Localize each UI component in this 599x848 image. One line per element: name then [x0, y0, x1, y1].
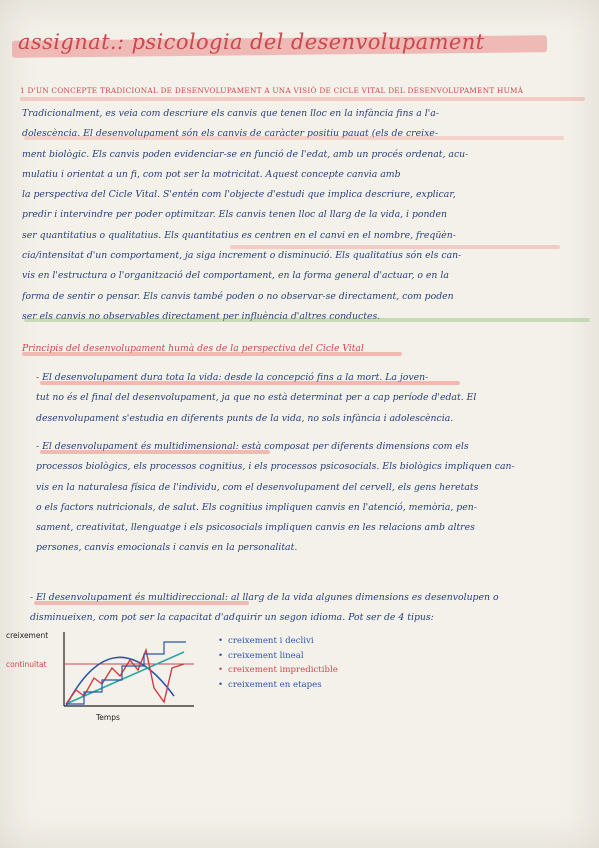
principle-3: [30, 588, 592, 629]
legend-item: • creixement lineal: [218, 650, 304, 661]
legend-item: • creixement en etapes: [218, 679, 322, 690]
y-axis-label: creixement: [6, 631, 49, 640]
heading-underline: [22, 352, 402, 356]
highlight-stroke: [24, 136, 564, 140]
legend-item: • creixement i declivi: [218, 636, 314, 646]
highlight-stroke: [40, 450, 270, 454]
page-title: assignat.: psicologia del desenvolupament: [18, 30, 485, 54]
text-line: mulatiu i orientat a un fi, com pot ser la motricitat. Aquest concepte canvia amb: [22, 168, 401, 180]
principles-heading: Principis del desenvolupament humà des de la perspectiva del Cicle Vital: [22, 343, 364, 354]
text-line: disminueixen, com pot ser la capacitat d'adquirir un segon idioma. Pot ser de 4 tipus:: [30, 612, 434, 624]
text-line: Tradicionalment, es veia com descriure els canvis que tenen lloc en la infància fins a l'a-: [22, 108, 439, 119]
principle-1: [36, 368, 591, 429]
text-line: vis en la naturalesa física de l'individu, com el desenvolupament del cervell, els gens heretats: [36, 481, 479, 493]
text-line: dolescència. El desenvolupament són els canvis de caràcter positiu pauat (els de creixe-: [22, 128, 438, 140]
text-line: - El desenvolupament dura tota la vida: desde la concepció fins a la mort. La joven-: [36, 372, 429, 383]
text-line: cia/intensitat d'un comportament, ja siga increment o disminució. Els qualitatius són els can-: [22, 250, 462, 262]
text-line: la perspectiva del Cicle Vital. S'entén com l'objecte d'estudi que implica descriure, explicar,: [22, 189, 456, 201]
text-line: vis en l'estructura o l'organització del comportament, en la forma general d'actuar, o en la: [22, 270, 449, 282]
text-line: tut no és el final del desenvolupament, ja que no està determinat per a cap període d'edat. El: [36, 392, 477, 404]
section-divider: [24, 318, 590, 322]
growth-types-sketch: [4, 624, 204, 724]
text-line: sament, creativitat, llenguatge i els psicosocials impliquen canvis en les relacions amb altres: [36, 522, 475, 534]
text-line: ser els canvis no observables directament per influència d'altres conductes.: [22, 310, 381, 322]
text-line: ment biològic. Els canvis poden evidenciar-se en funció de l'edat, amb un procés ordenat, acu-: [22, 148, 469, 160]
highlight-stroke: [230, 245, 560, 249]
text-line: - El desenvolupament és multidireccional: al llarg de la vida algunes dimensions es desenvolupen o: [30, 592, 499, 603]
text-line: o els factors nutricionals, de salut. Els cognitius impliquen canvis en l'atenció, memòria, pen-: [36, 501, 477, 513]
text-line: persones, canvis emocionals i canvis en la personalitat.: [36, 542, 298, 554]
text-line: desenvolupament s'estudia en diferents punts de la vida, no sols infància i adolescència.: [36, 412, 454, 424]
stages-growth-line: [66, 642, 186, 704]
section-heading: 1 D'UN CONCEPTE TRADICIONAL DE DESENVOLUPAMENT A UNA VISIÓ DE CICLE VITAL DEL DESENVOLUPAMENT HUMÀ: [20, 86, 524, 95]
text-line: predir i intervindre per poder optimitzar. Els canvis tenen lloc al llarg de la vida, i ponden: [22, 209, 447, 221]
increase-decrease-curve: [66, 657, 174, 706]
heading-underline: [20, 97, 585, 101]
text-line: processos biològics, els processos cognitius, i els processos psicosocials. Els biològics impliquen can-: [36, 461, 515, 473]
highlight-stroke: [40, 381, 460, 385]
growth-legend: [218, 634, 338, 692]
text-line: ser quantitatius o qualitatius. Els quantitatius es centren en el canvi en el nombre, freqüèn-: [22, 229, 456, 241]
text-line: - El desenvolupament és multidimensional: està composat per diferents dimensions com els: [36, 441, 469, 452]
highlight-stroke: [34, 601, 249, 605]
x-axis-label: Temps: [96, 713, 120, 722]
text-line: forma de sentir o pensar. Els canvis també poden o no observar-se directament, com poden: [22, 290, 454, 302]
principle-2: [36, 437, 591, 559]
continuity-label: continuïtat: [6, 660, 47, 669]
legend-item: • creixement impredictible: [218, 665, 338, 675]
